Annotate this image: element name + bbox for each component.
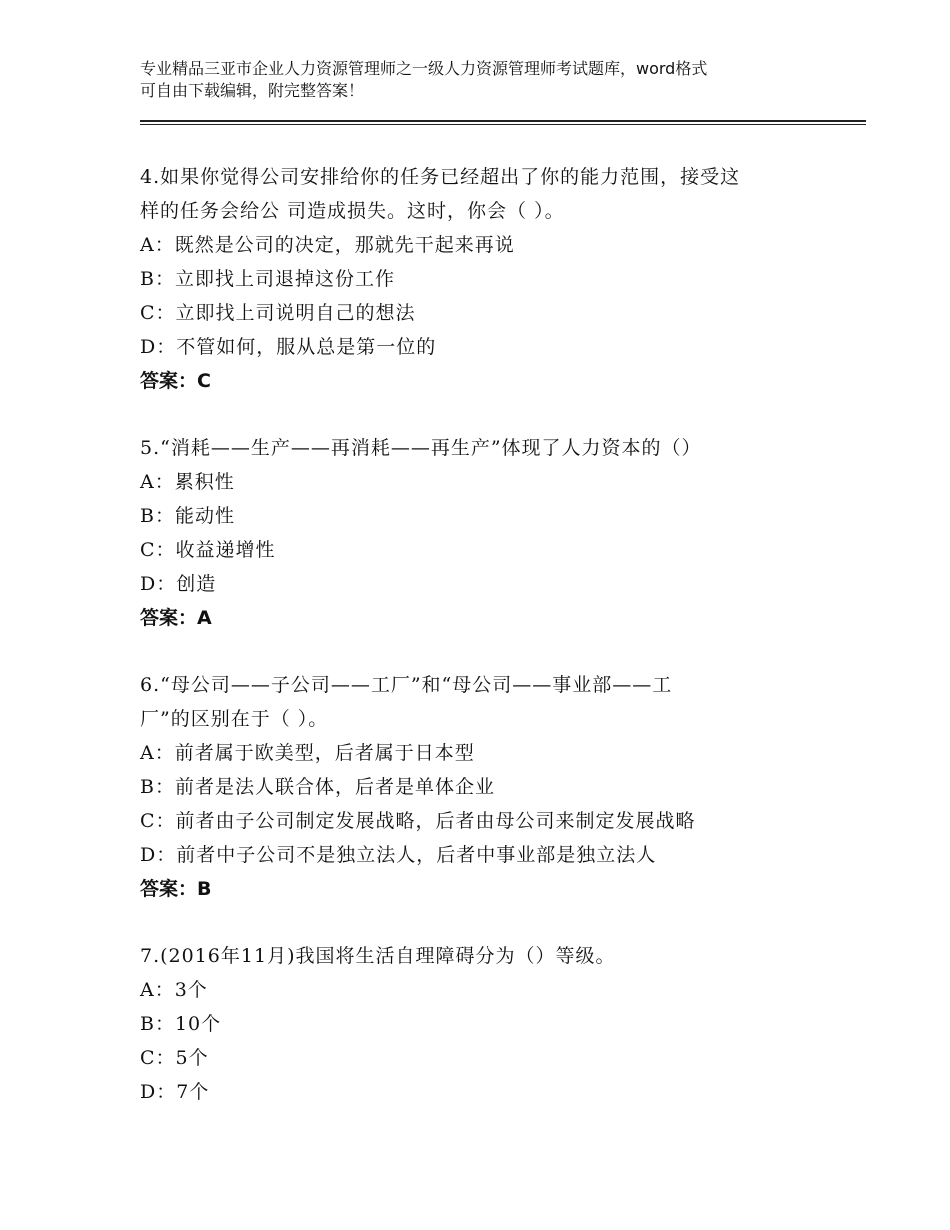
question-7 <box>140 939 820 1109</box>
answer-label: 答案：A <box>140 607 212 629</box>
answer-label: 答案：C <box>140 370 211 392</box>
question-stem-line: 5.“消耗——生产——再消耗——再生产”体现了人力资本的（） <box>140 437 702 459</box>
option-c: C：5个 <box>140 1047 209 1069</box>
question-stem-line: 样的任务会给公 司造成损失。这时，你会（ ）。 <box>140 200 565 222</box>
question-stem <box>140 431 820 465</box>
option-a: A：既然是公司的决定，那就先干起来再说 <box>140 234 515 256</box>
option-c: C：立即找上司说明自己的想法 <box>140 302 416 324</box>
question-stem <box>140 160 820 228</box>
question-stem <box>140 668 820 736</box>
option-b: B：立即找上司退掉这份工作 <box>140 268 395 290</box>
option-a: A：前者属于欧美型，后者属于日本型 <box>140 742 475 764</box>
option-d: D：7个 <box>140 1081 210 1103</box>
question-5 <box>140 431 820 635</box>
option-a: A：3个 <box>140 979 208 1001</box>
header-title-line-1: 专业精品三亚市企业人力资源管理师之一级人力资源管理师考试题库，word格式 <box>140 59 708 78</box>
option-d: D：不管如何，服从总是第一位的 <box>140 336 437 358</box>
header-title-line-2: 可自由下载编辑，附完整答案！ <box>140 81 365 100</box>
option-b: B：能动性 <box>140 505 235 527</box>
question-stem-line: 6.“母公司——子公司——工厂”和“母公司——事业部——工 <box>140 674 673 696</box>
header-divider-thick <box>140 120 866 122</box>
header-divider-thin <box>140 124 866 125</box>
option-c: C：前者由子公司制定发展战略，后者由母公司来制定发展战略 <box>140 810 696 832</box>
option-b: B：10个 <box>140 1013 222 1035</box>
question-4 <box>140 160 820 398</box>
document-header <box>140 58 820 102</box>
option-d: D：前者中子公司不是独立法人，后者中事业部是独立法人 <box>140 844 657 866</box>
question-stem-line: 7.(2016年11月)我国将生活自理障碍分为（）等级。 <box>140 945 616 967</box>
answer-label: 答案：B <box>140 878 212 900</box>
option-c: C：收益递增性 <box>140 539 276 561</box>
question-stem-line: 厂”的区别在于（ ）。 <box>140 708 329 730</box>
option-b: B：前者是法人联合体，后者是单体企业 <box>140 776 495 798</box>
option-d: D：创造 <box>140 573 217 595</box>
question-stem <box>140 939 820 973</box>
question-list <box>140 160 820 1142</box>
question-6 <box>140 668 820 906</box>
option-a: A：累积性 <box>140 471 235 493</box>
question-stem-line: 4.如果你觉得公司安排给你的任务已经超出了你的能力范围，接受这 <box>140 166 741 188</box>
